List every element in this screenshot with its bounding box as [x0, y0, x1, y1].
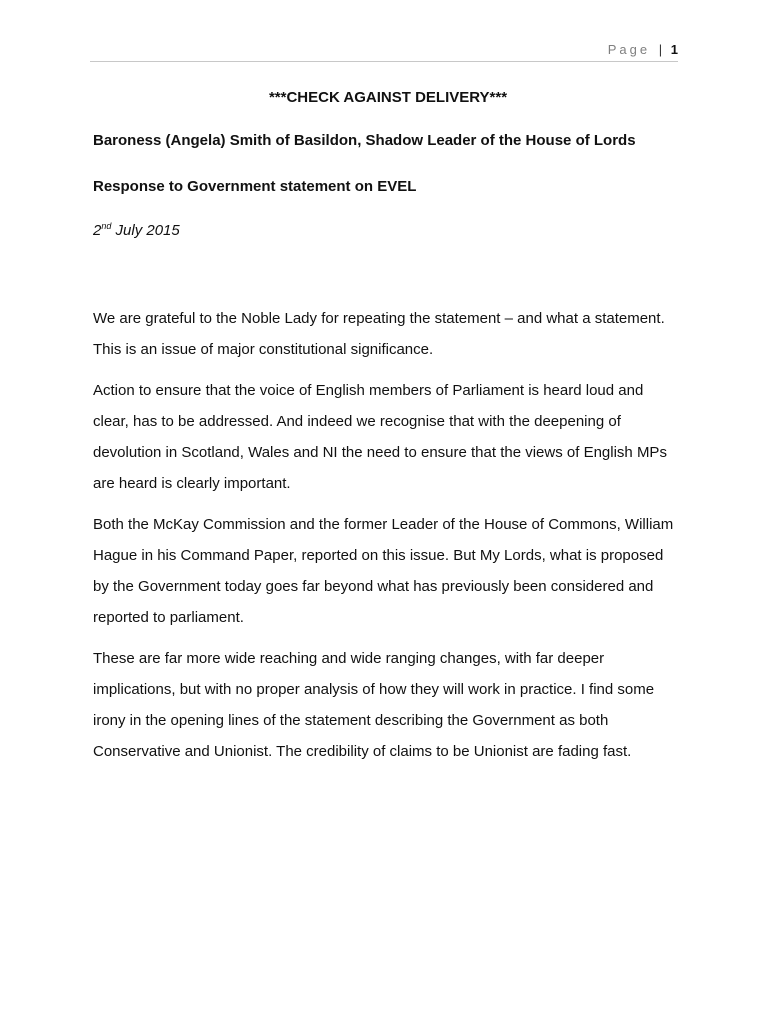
document-body	[93, 88, 683, 767]
page-header	[608, 42, 678, 57]
subject-line: Response to Government statement on EVEL	[93, 178, 417, 195]
date-rest: July 2015	[111, 222, 180, 239]
header-rule	[90, 61, 678, 62]
page-label: Page	[607, 42, 651, 57]
date-day: 2	[93, 222, 102, 239]
paragraph-1: We are grateful to the Noble Lady for repeating the statement – and what a statement. This is an issue of major constitutional significance.	[93, 310, 665, 358]
date-line	[93, 221, 683, 241]
paragraph-3: Both the McKay Commission and the former Leader of the House of Commons, William Hague in his Command Paper, reported on this issue. But My Lords, what is proposed by the Government today goes far beyond what has previously been considered and reported to parliament.	[93, 516, 674, 626]
paragraph-2: Action to ensure that the voice of English members of Parliament is heard loud and clear, has to be addressed. And indeed we recognise that with the deepening of devolution in Scotland, Wales and NI the need to ensure that the views of English MPs are heard is clearly important.	[93, 382, 667, 492]
check-against-delivery: ***CHECK AGAINST DELIVERY***	[268, 89, 508, 106]
speaker-line: Baroness (Angela) Smith of Basildon, Shadow Leader of the House of Lords	[93, 132, 636, 149]
paragraph-4: These are far more wide reaching and wide ranging changes, with far deeper implications, but with no proper analysis of how they will work in practice. I find some irony in the opening lines of the statement describing the Government as both Conservative and Unionist. The credibility of claims to be Unionist are fading fast.	[93, 650, 655, 760]
page-number: 1	[670, 42, 678, 57]
date-suffix: nd	[101, 221, 112, 231]
header-separator: |	[658, 42, 663, 57]
